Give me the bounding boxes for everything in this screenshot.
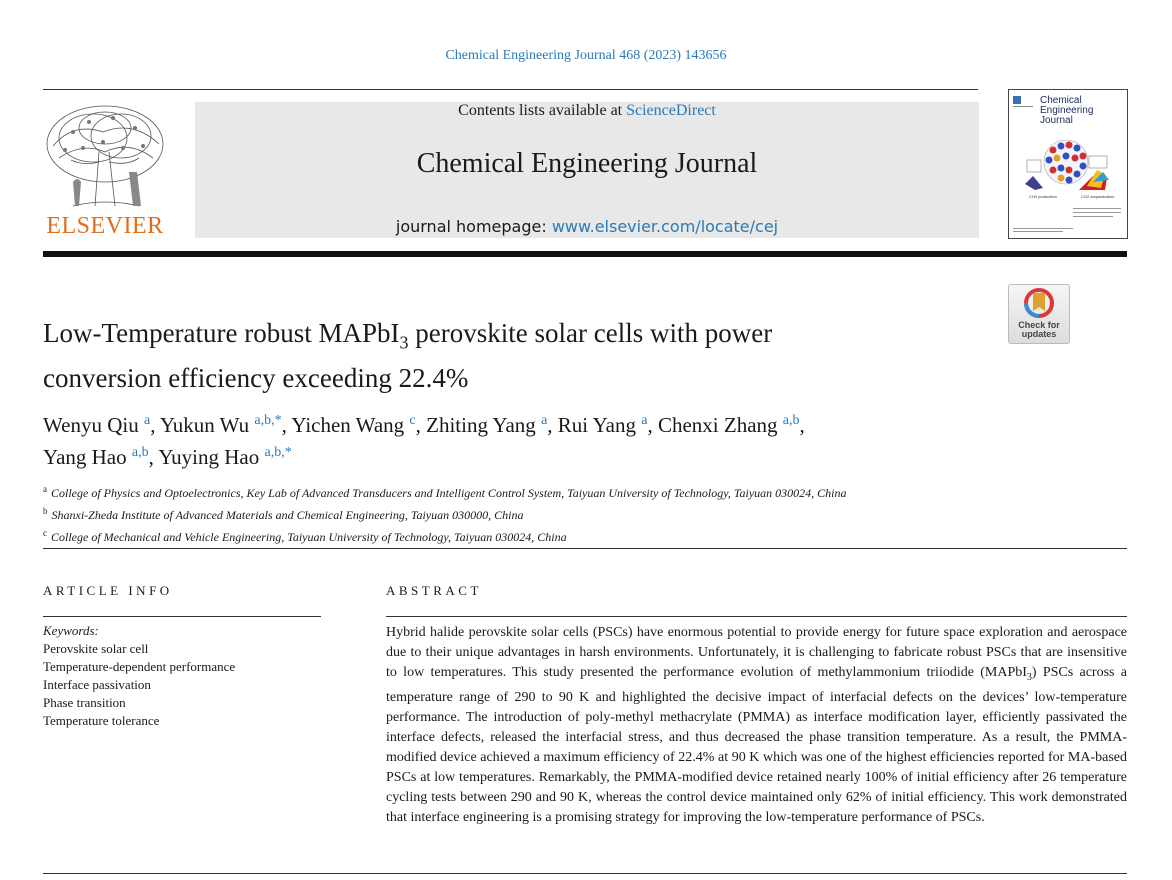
abstract-text (386, 623, 1127, 828)
homepage-link[interactable]: www.elsevier.com/locate/cej (551, 217, 779, 236)
title-part-a: Low-Temperature robust MAPbI (43, 318, 400, 348)
author-list (43, 407, 963, 471)
abstract-subscript: 3 (1026, 671, 1032, 683)
author-line1 (43, 407, 963, 439)
keyword-item[interactable]: Temperature-dependent performance (43, 659, 236, 674)
homepage-prefix: journal homepage: (395, 217, 552, 236)
section-rule (43, 548, 1127, 549)
abstract-part2: ) PSCs across a temperature range of 290 to 90 K and highlighted the decisive impact of interfacial defects on the devices’ low-temperature performance. The introduction of poly-methyl methacrylate (PMMA) as interface modification layer, efficiently passivated the interface defects, released the interfacial stress, and thus decreased the phase transition temperature. As a result, the PMMA-modified device achieved a maximum efficiency of 22.4% at 90 K which was one of the highest efficiencies reported for MA-based PSCs at low temperatures. Remarkably, the PMMA-modified device retained nearly 100% of initial efficiency after 26 temperature cycling tests between 290 and 90 K, whereas the control device maintained only 62% of initial efficiency. This work demonstrated that interface engineering is a promising strategy for improving the low-temperature performance of PSCs. (386, 665, 1127, 825)
title-line1 (43, 315, 943, 360)
cover-caption-left: CH4 production (1029, 194, 1057, 199)
keywords-label: Keywords: (43, 623, 99, 638)
cover-caption-right: CO2 sequestration (1081, 194, 1115, 199)
author-name[interactable]: Yukun Wu (159, 413, 250, 437)
author-affiliation-marker[interactable]: a (143, 413, 151, 428)
author-name[interactable]: Yuying Hao (158, 445, 260, 469)
keyword-item[interactable]: Phase transition (43, 695, 126, 710)
author-affiliation-marker[interactable]: a (641, 413, 648, 428)
affiliation-key: c (43, 528, 47, 538)
author-affiliation-marker[interactable]: c (409, 413, 416, 428)
author-separator: , (148, 445, 159, 469)
author-name[interactable]: Yang Hao (43, 445, 127, 469)
journal-masthead (195, 102, 979, 238)
author-name[interactable]: Rui Yang (557, 413, 636, 437)
keyword-item[interactable]: Interface passivation (43, 677, 151, 692)
affiliation-item (43, 524, 1123, 546)
author-separator: , (799, 413, 805, 437)
affiliation-list (43, 480, 1123, 546)
cover-title-line2: Engineering (1040, 105, 1094, 116)
homepage-line (195, 217, 979, 236)
affiliation-item (43, 480, 1123, 502)
journal-cover-thumbnail[interactable] (1008, 89, 1128, 239)
check-for-updates-button[interactable] (1008, 284, 1070, 344)
article-info-rule (43, 616, 321, 617)
author-separator: , (415, 413, 427, 437)
author-separator: , (281, 413, 292, 437)
author-name[interactable]: Yichen Wang (291, 413, 405, 437)
author-affiliation-marker[interactable]: a,b,* (254, 413, 282, 428)
abstract-heading: ABSTRACT (386, 583, 482, 598)
author-affiliation-marker[interactable]: a (541, 413, 548, 428)
author-separator: , (150, 413, 160, 437)
header-rule (43, 89, 978, 90)
author-name[interactable]: Zhiting Yang (426, 413, 536, 437)
title-subscript: 3 (399, 332, 409, 353)
title-line2: conversion efficiency exceeding 22.4% (43, 363, 469, 394)
cover-title-line3: Journal (1040, 115, 1073, 126)
journal-name: Chemical Engineering Journal (416, 148, 758, 179)
check-for-updates-label (1009, 321, 1069, 339)
masthead-thick-rule (43, 251, 1127, 257)
author-affiliation-marker[interactable]: a,b (131, 445, 149, 460)
elsevier-wordmark: ELSEVIER (46, 213, 164, 239)
author-name[interactable]: Chenxi Zhang (657, 413, 778, 437)
contents-line (195, 102, 979, 120)
contents-prefix: Contents lists available at (458, 102, 627, 119)
author-separator: , (647, 413, 658, 437)
bottom-rule (43, 873, 1127, 874)
author-name[interactable]: Wenyu Qiu (43, 413, 139, 437)
abstract-rule (386, 616, 1127, 617)
cover-title (1040, 96, 1093, 126)
sciencedirect-link[interactable]: ScienceDirect (626, 102, 716, 119)
article-info-heading: ARTICLE INFO (43, 583, 173, 598)
badge-line2: updates (1021, 329, 1057, 339)
title-part-b: perovskite solar cells with power (408, 318, 773, 348)
bookmark-ring-icon (1009, 285, 1069, 321)
cover-title-line1: Chemical (1040, 95, 1082, 106)
affiliation-text: College of Mechanical and Vehicle Engineering, Taiyuan University of Technology, Taiyuan 030024, China (51, 530, 567, 544)
affiliation-key: a (43, 484, 47, 494)
badge-line1: Check for (1018, 320, 1060, 330)
journal-citation[interactable]: Chemical Engineering Journal 468 (2023) 143656 (445, 48, 727, 63)
keyword-item[interactable]: Perovskite solar cell (43, 641, 149, 656)
author-line2 (43, 439, 963, 471)
article-title (43, 315, 943, 396)
affiliation-item (43, 502, 1123, 524)
author-separator: , (547, 413, 558, 437)
author-affiliation-marker[interactable]: a,b,* (264, 445, 292, 460)
affiliation-text: Shanxi-Zheda Institute of Advanced Materials and Chemical Engineering, Taiyuan 030000, China (51, 508, 524, 522)
affiliation-key: b (43, 506, 48, 516)
keywords-block (43, 622, 343, 730)
author-affiliation-marker[interactable]: a,b (782, 413, 800, 428)
abstract-part1: Hybrid halide perovskite solar cells (PSCs) have enormous potential to provide energy for future space exploration and aerospace due to their unique advantages in harsh environments. Unfortunately, it is challenging to fabricate robust PSCs that are insensitive to low temperatures. This study presented the performance evolution of methylammonium triiodide (MAPbI (386, 625, 1127, 680)
keyword-item[interactable]: Temperature tolerance (43, 713, 160, 728)
affiliation-text: College of Physics and Optoelectronics, Key Lab of Advanced Transducers and Intelligent Control System, Taiyuan University of Technology, Taiyuan 030024, China (51, 486, 847, 500)
tree-emblem-icon (43, 102, 167, 212)
elsevier-logo[interactable] (43, 102, 167, 240)
